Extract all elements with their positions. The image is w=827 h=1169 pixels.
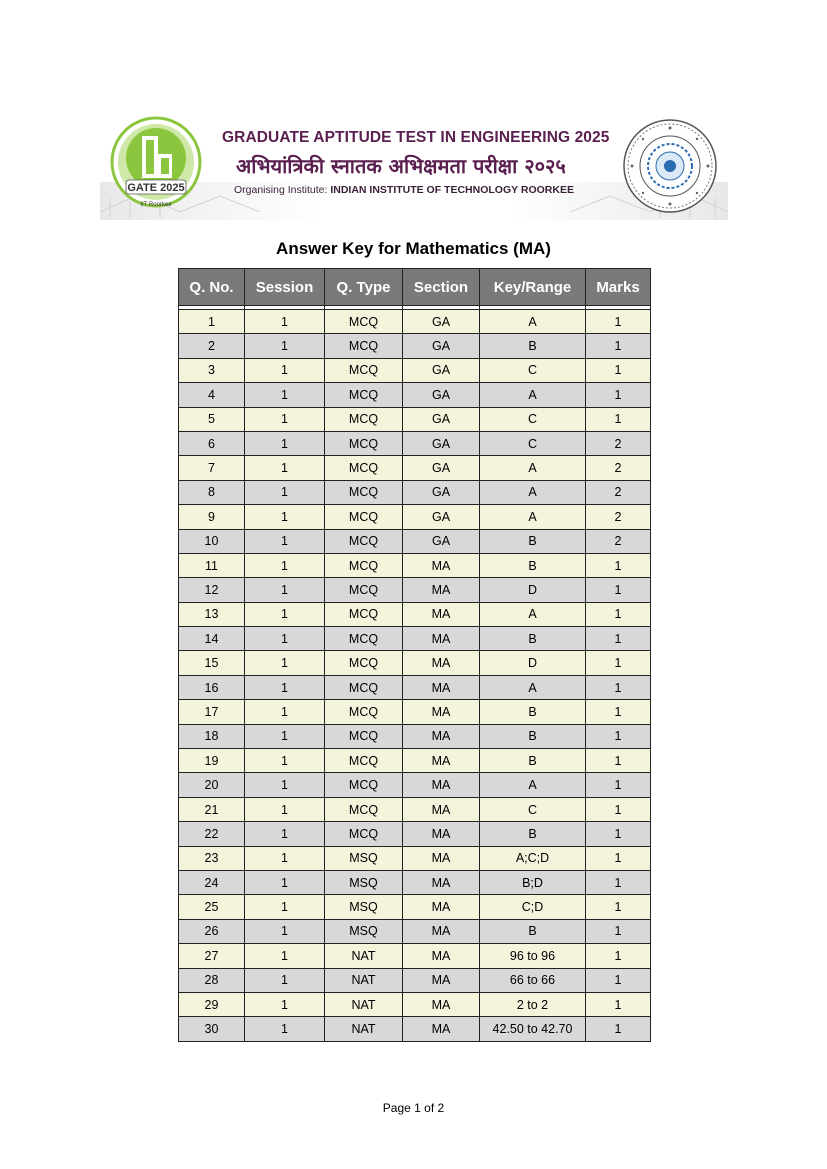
key-range-cell: A [480, 456, 586, 480]
q-type-cell: NAT [325, 1017, 403, 1041]
header-section: Section [403, 269, 480, 306]
section-cell: MA [403, 797, 480, 821]
session-cell: 1 [245, 797, 325, 821]
table-row [179, 1017, 651, 1041]
key-range-cell: B [480, 749, 586, 773]
marks-cell: 1 [586, 919, 651, 943]
section-cell: GA [403, 456, 480, 480]
q-no-cell: 16 [179, 675, 245, 699]
q-no-cell: 30 [179, 1017, 245, 1041]
key-range-cell: C;D [480, 895, 586, 919]
table-row [179, 651, 651, 675]
q-no-cell: 17 [179, 700, 245, 724]
section-cell: MA [403, 578, 480, 602]
session-cell: 1 [245, 968, 325, 992]
session-cell: 1 [245, 822, 325, 846]
table-body [179, 306, 651, 1042]
section-cell: GA [403, 334, 480, 358]
key-range-cell: C [480, 358, 586, 382]
key-range-cell: A [480, 773, 586, 797]
key-range-cell: B [480, 334, 586, 358]
q-type-cell: MCQ [325, 310, 403, 334]
marks-cell: 1 [586, 553, 651, 577]
table-row [179, 456, 651, 480]
key-range-cell: 66 to 66 [480, 968, 586, 992]
section-cell: GA [403, 407, 480, 431]
marks-cell: 1 [586, 822, 651, 846]
q-type-cell: MCQ [325, 334, 403, 358]
section-cell: MA [403, 895, 480, 919]
q-no-cell: 14 [179, 627, 245, 651]
session-cell: 1 [245, 895, 325, 919]
key-range-cell: B [480, 553, 586, 577]
session-cell: 1 [245, 334, 325, 358]
session-cell: 1 [245, 919, 325, 943]
session-cell: 1 [245, 480, 325, 504]
section-cell: MA [403, 627, 480, 651]
section-cell: MA [403, 749, 480, 773]
section-cell: MA [403, 651, 480, 675]
q-no-cell: 25 [179, 895, 245, 919]
marks-cell: 2 [586, 529, 651, 553]
q-type-cell: MSQ [325, 895, 403, 919]
organiser-name: INDIAN INSTITUTE OF TECHNOLOGY ROORKEE [330, 184, 574, 196]
session-cell: 1 [245, 773, 325, 797]
key-range-cell: A [480, 505, 586, 529]
marks-cell: 1 [586, 944, 651, 968]
q-no-cell: 4 [179, 383, 245, 407]
table-row [179, 846, 651, 870]
section-cell: MA [403, 944, 480, 968]
key-range-cell: 2 to 2 [480, 992, 586, 1016]
section-cell: MA [403, 724, 480, 748]
q-no-cell: 23 [179, 846, 245, 870]
session-cell: 1 [245, 675, 325, 699]
key-range-cell: B [480, 529, 586, 553]
q-no-cell: 22 [179, 822, 245, 846]
q-type-cell: NAT [325, 944, 403, 968]
key-range-cell: A [480, 383, 586, 407]
section-cell: MA [403, 675, 480, 699]
table-row [179, 919, 651, 943]
q-type-cell: MCQ [325, 675, 403, 699]
session-cell: 1 [245, 407, 325, 431]
marks-cell: 1 [586, 651, 651, 675]
q-no-cell: 5 [179, 407, 245, 431]
q-type-cell: MCQ [325, 358, 403, 382]
table-row [179, 992, 651, 1016]
section-cell: GA [403, 529, 480, 553]
section-cell: GA [403, 505, 480, 529]
section-cell: MA [403, 553, 480, 577]
key-range-cell: 42.50 to 42.70 [480, 1017, 586, 1041]
session-cell: 1 [245, 944, 325, 968]
q-type-cell: MCQ [325, 553, 403, 577]
marks-cell: 1 [586, 383, 651, 407]
q-no-cell: 29 [179, 992, 245, 1016]
section-cell: GA [403, 310, 480, 334]
key-range-cell: 96 to 96 [480, 944, 586, 968]
session-cell: 1 [245, 358, 325, 382]
marks-cell: 1 [586, 700, 651, 724]
q-type-cell: MCQ [325, 749, 403, 773]
marks-cell: 1 [586, 992, 651, 1016]
q-no-cell: 26 [179, 919, 245, 943]
marks-cell: 1 [586, 724, 651, 748]
q-no-cell: 11 [179, 553, 245, 577]
q-type-cell: MCQ [325, 602, 403, 626]
key-range-cell: B [480, 724, 586, 748]
q-no-cell: 12 [179, 578, 245, 602]
section-cell: GA [403, 383, 480, 407]
section-cell: MA [403, 919, 480, 943]
q-type-cell: MCQ [325, 822, 403, 846]
marks-cell: 1 [586, 578, 651, 602]
q-type-cell: MCQ [325, 383, 403, 407]
table-row [179, 358, 651, 382]
key-range-cell: A [480, 675, 586, 699]
key-range-cell: B;D [480, 870, 586, 894]
marks-cell: 1 [586, 773, 651, 797]
q-no-cell: 15 [179, 651, 245, 675]
table-row [179, 529, 651, 553]
section-cell: MA [403, 968, 480, 992]
session-cell: 1 [245, 529, 325, 553]
q-type-cell: MCQ [325, 431, 403, 455]
marks-cell: 1 [586, 407, 651, 431]
q-type-cell: MCQ [325, 773, 403, 797]
table-row [179, 383, 651, 407]
header-q-type: Q. Type [325, 269, 403, 306]
q-no-cell: 21 [179, 797, 245, 821]
table-row [179, 895, 651, 919]
key-range-cell: B [480, 700, 586, 724]
key-range-cell: B [480, 822, 586, 846]
marks-cell: 2 [586, 456, 651, 480]
q-type-cell: MCQ [325, 529, 403, 553]
session-cell: 1 [245, 749, 325, 773]
table-row [179, 675, 651, 699]
marks-cell: 1 [586, 358, 651, 382]
q-no-cell: 6 [179, 431, 245, 455]
marks-cell: 2 [586, 480, 651, 504]
header-q-no: Q. No. [179, 269, 245, 306]
section-cell: MA [403, 700, 480, 724]
q-type-cell: MCQ [325, 797, 403, 821]
section-cell: MA [403, 992, 480, 1016]
session-cell: 1 [245, 700, 325, 724]
session-cell: 1 [245, 724, 325, 748]
key-range-cell: A [480, 480, 586, 504]
header-key-range: Key/Range [480, 269, 586, 306]
q-no-cell: 7 [179, 456, 245, 480]
marks-cell: 1 [586, 749, 651, 773]
marks-cell: 1 [586, 968, 651, 992]
q-no-cell: 8 [179, 480, 245, 504]
key-range-cell: D [480, 578, 586, 602]
answer-key-table [178, 268, 651, 1042]
marks-cell: 1 [586, 675, 651, 699]
session-cell: 1 [245, 627, 325, 651]
marks-cell: 1 [586, 846, 651, 870]
session-cell: 1 [245, 431, 325, 455]
section-cell: MA [403, 822, 480, 846]
q-type-cell: MCQ [325, 407, 403, 431]
table-row [179, 944, 651, 968]
q-type-cell: MCQ [325, 456, 403, 480]
session-cell: 1 [245, 383, 325, 407]
banner-title-hindi: अभियांत्रिकी स्नातक अभिक्षमता परीक्षा २०२५ [236, 154, 566, 178]
table-row [179, 334, 651, 358]
table-row [179, 602, 651, 626]
marks-cell: 1 [586, 310, 651, 334]
q-no-cell: 19 [179, 749, 245, 773]
table-row [179, 749, 651, 773]
session-cell: 1 [245, 870, 325, 894]
q-no-cell: 20 [179, 773, 245, 797]
q-no-cell: 18 [179, 724, 245, 748]
table-row [179, 724, 651, 748]
key-range-cell: A [480, 310, 586, 334]
session-cell: 1 [245, 992, 325, 1016]
organiser-label: Organising Institute: [234, 184, 328, 196]
table-row [179, 700, 651, 724]
session-cell: 1 [245, 1017, 325, 1041]
document-title: Answer Key for Mathematics (MA) [276, 239, 551, 258]
section-cell: MA [403, 870, 480, 894]
q-no-cell: 1 [179, 310, 245, 334]
table-row [179, 773, 651, 797]
table-header-row [179, 269, 651, 306]
table-row [179, 797, 651, 821]
table-row [179, 505, 651, 529]
table-row [179, 627, 651, 651]
q-no-cell: 24 [179, 870, 245, 894]
marks-cell: 2 [586, 431, 651, 455]
key-range-cell: A [480, 602, 586, 626]
q-type-cell: NAT [325, 992, 403, 1016]
section-cell: MA [403, 602, 480, 626]
q-no-cell: 28 [179, 968, 245, 992]
marks-cell: 1 [586, 870, 651, 894]
banner-title-english: GRADUATE APTITUDE TEST IN ENGINEERING 2025 [222, 129, 610, 146]
header-session: Session [245, 269, 325, 306]
q-type-cell: MCQ [325, 627, 403, 651]
q-type-cell: NAT [325, 968, 403, 992]
q-no-cell: 3 [179, 358, 245, 382]
marks-cell: 1 [586, 797, 651, 821]
q-type-cell: MSQ [325, 846, 403, 870]
session-cell: 1 [245, 578, 325, 602]
table-row [179, 822, 651, 846]
table-row [179, 480, 651, 504]
header-banner [100, 112, 728, 220]
q-no-cell: 10 [179, 529, 245, 553]
session-cell: 1 [245, 456, 325, 480]
section-cell: GA [403, 480, 480, 504]
key-range-cell: C [480, 431, 586, 455]
section-cell: MA [403, 773, 480, 797]
q-type-cell: MCQ [325, 480, 403, 504]
marks-cell: 1 [586, 895, 651, 919]
q-type-cell: MCQ [325, 505, 403, 529]
session-cell: 1 [245, 553, 325, 577]
table-row [179, 870, 651, 894]
key-range-cell: D [480, 651, 586, 675]
q-type-cell: MSQ [325, 919, 403, 943]
session-cell: 1 [245, 651, 325, 675]
q-type-cell: MCQ [325, 578, 403, 602]
key-range-cell: B [480, 919, 586, 943]
section-cell: GA [403, 358, 480, 382]
header-marks: Marks [586, 269, 651, 306]
page-number: Page 1 of 2 [382, 1101, 445, 1115]
section-cell: MA [403, 846, 480, 870]
q-no-cell: 27 [179, 944, 245, 968]
gate-logo-text: GATE 2025 [127, 182, 185, 194]
key-range-cell: A;C;D [480, 846, 586, 870]
gate-logo-subtext: IIT Roorkee [140, 202, 172, 208]
q-type-cell: MCQ [325, 700, 403, 724]
key-range-cell: C [480, 407, 586, 431]
table-row [179, 553, 651, 577]
table-row [179, 578, 651, 602]
table-row [179, 431, 651, 455]
marks-cell: 1 [586, 334, 651, 358]
q-type-cell: MSQ [325, 870, 403, 894]
gate-2025-logo [106, 114, 206, 218]
session-cell: 1 [245, 846, 325, 870]
table-row [179, 407, 651, 431]
q-type-cell: MCQ [325, 651, 403, 675]
iit-roorkee-seal-logo [620, 114, 720, 218]
session-cell: 1 [245, 310, 325, 334]
section-cell: GA [403, 431, 480, 455]
session-cell: 1 [245, 505, 325, 529]
q-no-cell: 2 [179, 334, 245, 358]
marks-cell: 2 [586, 505, 651, 529]
table-row [179, 310, 651, 334]
marks-cell: 1 [586, 627, 651, 651]
q-type-cell: MCQ [325, 724, 403, 748]
q-no-cell: 13 [179, 602, 245, 626]
marks-cell: 1 [586, 1017, 651, 1041]
session-cell: 1 [245, 602, 325, 626]
q-no-cell: 9 [179, 505, 245, 529]
key-range-cell: B [480, 627, 586, 651]
section-cell: MA [403, 1017, 480, 1041]
marks-cell: 1 [586, 602, 651, 626]
banner-organiser [234, 184, 574, 196]
table-row [179, 968, 651, 992]
key-range-cell: C [480, 797, 586, 821]
